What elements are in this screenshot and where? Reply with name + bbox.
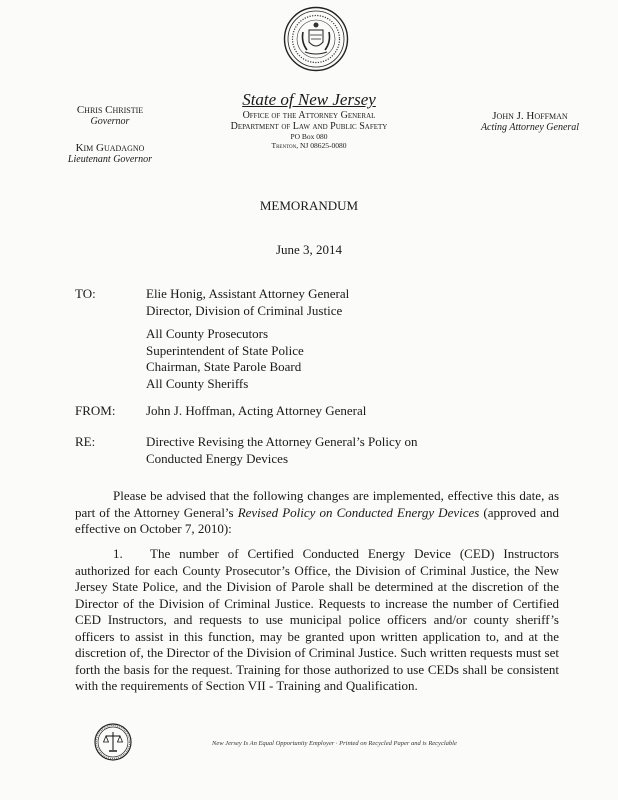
re-line: Directive Revising the Attorney General’s Policy on xyxy=(146,434,418,449)
state-name: State of New Jersey xyxy=(242,90,376,109)
po-box: PO Box 080 xyxy=(290,132,328,141)
department-name: Department of Law and Public Safety xyxy=(230,121,388,132)
ag-name: John J. Hoffman xyxy=(492,110,568,122)
state-seal xyxy=(283,6,349,72)
to-line: Elie Honig, Assistant Attorney General xyxy=(146,286,350,301)
to-recipients xyxy=(146,286,566,319)
to-line: Superintendent of State Police xyxy=(146,342,304,358)
to-line: Director, Division of Criminal Justice xyxy=(146,302,343,318)
attorney-general-seal-icon xyxy=(94,723,132,761)
intro-text-a: Please be advised that the following changes are implemented, effective this date, as part of the Attorney General’s xyxy=(75,488,559,520)
memo-title: MEMORANDUM xyxy=(259,198,359,213)
memo-date: June 3, 2014 xyxy=(275,242,343,257)
to-line: All County Prosecutors xyxy=(146,326,269,341)
ag-title: Acting Attorney General xyxy=(480,122,580,133)
governor-name: Chris Christie xyxy=(76,104,144,116)
lt-governor-name: Kim Guadagno xyxy=(75,142,145,154)
footer-text: New Jersey Is An Equal Opportunity Employer · Printed on Recycled Paper and is Recyclable xyxy=(212,740,457,747)
intro-text-b: (approved and effective on October 7, 2010): xyxy=(75,504,559,536)
numbered-item xyxy=(75,546,559,695)
to-line: Chairman, State Parole Board xyxy=(146,359,302,374)
from-label: FROM: xyxy=(75,403,116,418)
re-line: Conducted Energy Devices xyxy=(146,450,288,466)
governor-title: Governor xyxy=(90,116,130,127)
to-recipients-2 xyxy=(146,326,566,392)
letterhead-center xyxy=(209,90,409,150)
re-subject xyxy=(146,434,566,467)
letterhead-right xyxy=(460,110,600,134)
to-label: TO: xyxy=(75,286,96,301)
intro-policy-title: Revised Policy on Conducted Energy Devices xyxy=(237,504,480,520)
from-value: John J. Hoffman, Acting Attorney General xyxy=(146,403,367,418)
item-text: The number of Certified Conducted Energy Device (CED) Instructors authorized for each County Prosecutor’s Office, the Division of Criminal Justice, the New Jersey State Police, and the Division of Parole shall be determined at the discretion of the Director of the Division of Criminal Justice. Requests to increase the number of Certified CED Instructors, and requests to use municipal police officers and/or county sheriff’s officers to assist in this function, may be granted upon written application to, and at the discretion of, the Director of the Division of Criminal Justice. Such written requests must set forth the basis for the request. Training for those authorized to use CEDs shall be consistent with the requirements of Section VII - Training and Qualification. xyxy=(75,546,559,693)
item-number: 1. xyxy=(113,546,123,561)
letterhead-left xyxy=(40,104,180,166)
lt-governor-title: Lieutenant Governor xyxy=(67,154,153,165)
city-address: Trenton, NJ 08625-0080 xyxy=(271,141,347,150)
intro-paragraph xyxy=(75,488,559,538)
office-name: Office of the Attorney General xyxy=(242,110,376,121)
to-line: All County Sheriffs xyxy=(146,375,249,391)
re-label: RE: xyxy=(75,434,96,449)
